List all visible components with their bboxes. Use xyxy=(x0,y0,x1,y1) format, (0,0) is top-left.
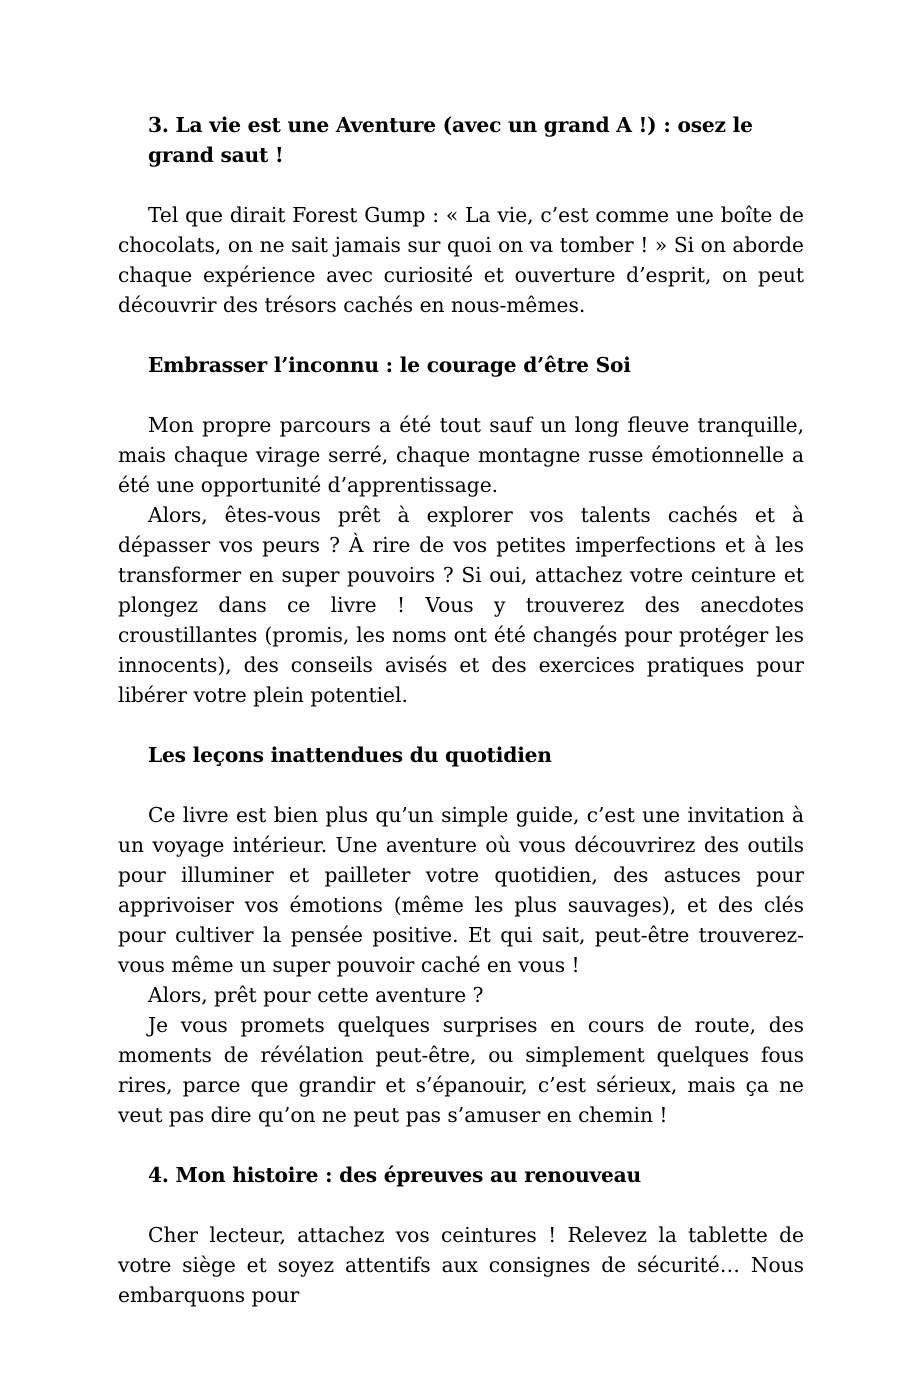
section-heading-3: 3. La vie est une Aventure (avec un grand A !) : osez le grand saut ! xyxy=(148,113,753,167)
paragraph: Ce livre est bien plus qu’un simple guide, c’est une invitation à un voyage intérieur. Une aventure où vous découvrirez des outils pour illuminer et pailleter votre quotidien, des astuces pour apprivoiser vos émotions (même les plus sauvages), et des clés pour cultiver la pensée positive. Et qui sait, peut-être trouverez-vous même un super pouvoir caché en vous ! xyxy=(118,803,804,977)
paragraph: Mon propre parcours a été tout sauf un long fleuve tranquille, mais chaque virage serré, chaque montagne russe émotionnelle a été une opportunité d’apprentissage. xyxy=(118,413,804,497)
subsection-heading-embrasser: Embrasser l’inconnu : le courage d’être Soi xyxy=(148,353,631,377)
document-page xyxy=(118,110,804,1310)
paragraph: Tel que dirait Forest Gump : « La vie, c’est comme une boîte de chocolats, on ne sait jamais sur quoi on va tomber ! » Si on aborde chaque expérience avec curiosité et ouverture d’esprit, on peut découvrir des trésors cachés en nous-mêmes. xyxy=(118,203,804,317)
paragraph: Cher lecteur, attachez vos ceintures ! Relevez la tablette de votre siège et soyez attentifs aux consignes de sécurité… Nous embarquons pour xyxy=(118,1223,804,1307)
paragraph: Je vous promets quelques surprises en cours de route, des moments de révélation peut-être, ou simplement quelques fous rires, parce que grandir et s’épanouir, c’est sérieux, mais ça ne veut pas dire qu’on ne peut pas s’amuser en chemin ! xyxy=(118,1013,804,1127)
subsection-heading-lecons: Les leçons inattendues du quotidien xyxy=(148,743,552,767)
paragraph: Alors, prêt pour cette aventure ? xyxy=(148,983,484,1007)
section-heading-4: 4. Mon histoire : des épreuves au renouveau xyxy=(148,1163,642,1187)
paragraph: Alors, êtes-vous prêt à explorer vos talents cachés et à dépasser vos peurs ? À rire de vos petites imperfections et à les transformer en super pouvoirs ? Si oui, attachez votre ceinture et plongez dans ce livre ! Vous y trouverez des anecdotes croustillantes (promis, les noms ont été changés pour protéger les innocents), des conseils avisés et des exercices pratiques pour libérer votre plein potentiel. xyxy=(118,503,804,707)
